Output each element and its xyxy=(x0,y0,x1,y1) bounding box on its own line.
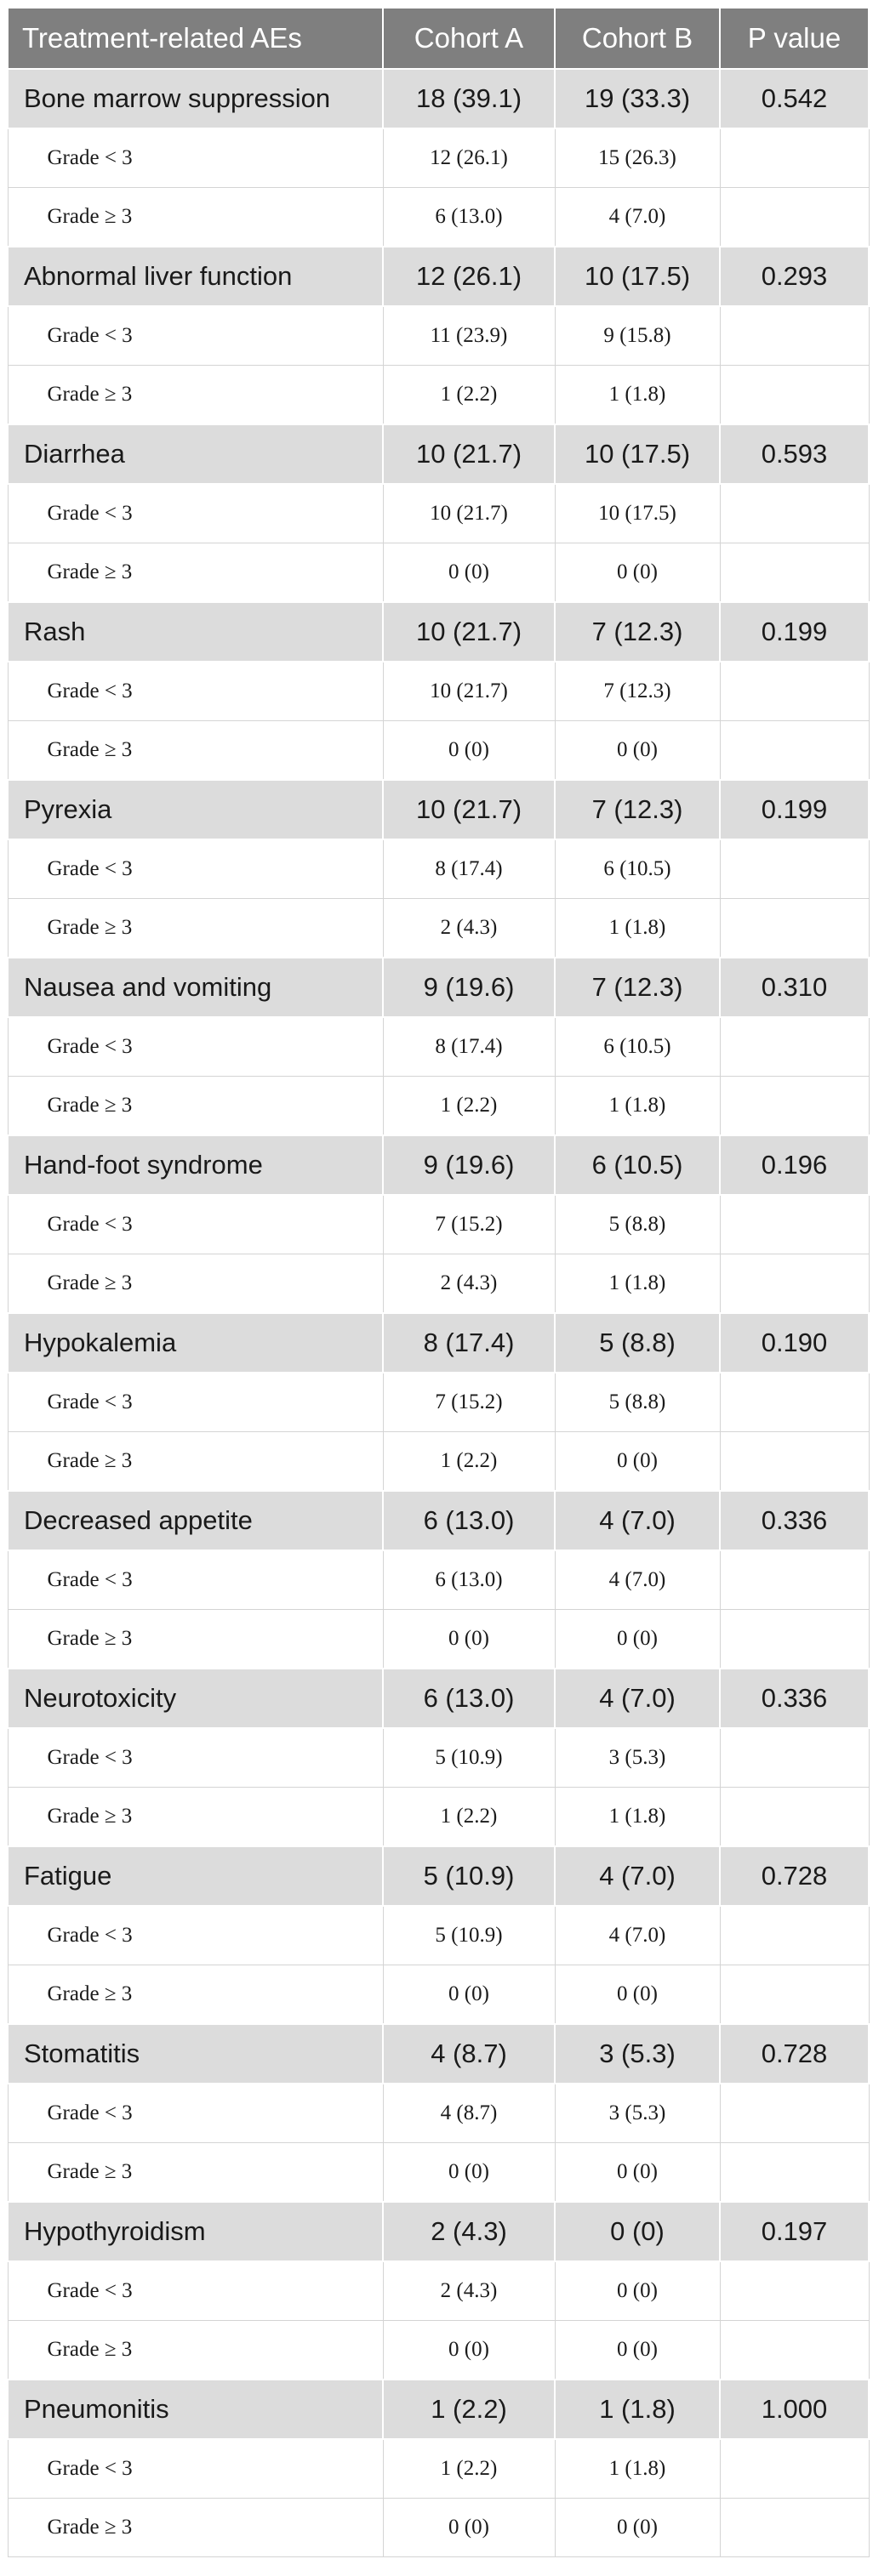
cohort-b-cell: 7 (12.3) xyxy=(555,958,720,1017)
cohort-b-cell: 9 (15.8) xyxy=(555,306,720,366)
grade-lt3-row xyxy=(8,1017,869,1077)
p-value-cell-empty xyxy=(720,484,869,543)
cohort-a-cell: 10 (21.7) xyxy=(383,662,555,721)
grade-label-cell: Grade < 3 xyxy=(8,1728,383,1788)
cohort-a-cell: 0 (0) xyxy=(383,2143,555,2203)
grade-label-cell: Grade ≥ 3 xyxy=(8,188,383,247)
cohort-a-cell: 0 (0) xyxy=(383,1610,555,1669)
adverse-events-table xyxy=(7,7,870,2557)
grade-label-cell: Grade ≥ 3 xyxy=(8,543,383,603)
cohort-b-cell: 4 (7.0) xyxy=(555,188,720,247)
grade-ge3-row xyxy=(8,899,869,958)
cohort-b-cell: 1 (1.8) xyxy=(555,366,720,425)
grade-label-cell: Grade ≥ 3 xyxy=(8,1077,383,1136)
cohort-b-cell: 3 (5.3) xyxy=(555,2084,720,2143)
p-value-cell-empty xyxy=(720,2143,869,2203)
cohort-a-cell: 1 (2.2) xyxy=(383,2439,555,2499)
cohort-a-cell: 4 (8.7) xyxy=(383,2024,555,2084)
category-row xyxy=(8,2202,869,2261)
cohort-b-cell: 0 (0) xyxy=(555,1432,720,1492)
p-value-cell: 0.310 xyxy=(720,958,869,1017)
adverse-events-table-container xyxy=(7,7,868,2557)
cohort-a-cell: 12 (26.1) xyxy=(383,128,555,188)
category-name-cell: Hypokalemia xyxy=(8,1313,383,1373)
cohort-a-cell: 0 (0) xyxy=(383,2499,555,2557)
grade-lt3-row xyxy=(8,1728,869,1788)
header-p-value: P value xyxy=(720,8,869,69)
p-value-cell: 0.336 xyxy=(720,1669,869,1728)
cohort-b-cell: 0 (0) xyxy=(555,543,720,603)
grade-ge3-row xyxy=(8,1788,869,1847)
category-row xyxy=(8,602,869,662)
cohort-a-cell: 5 (10.9) xyxy=(383,1728,555,1788)
cohort-b-cell: 15 (26.3) xyxy=(555,128,720,188)
p-value-cell-empty xyxy=(720,1077,869,1136)
category-name-cell: Decreased appetite xyxy=(8,1491,383,1550)
cohort-a-cell: 10 (21.7) xyxy=(383,424,555,484)
category-name-cell: Fatigue xyxy=(8,1846,383,1906)
cohort-b-cell: 0 (0) xyxy=(555,2202,720,2261)
p-value-cell: 0.542 xyxy=(720,69,869,128)
p-value-cell-empty xyxy=(720,128,869,188)
grade-label-cell: Grade < 3 xyxy=(8,1550,383,1610)
cohort-b-cell: 0 (0) xyxy=(555,2143,720,2203)
cohort-a-cell: 7 (15.2) xyxy=(383,1195,555,1254)
p-value-cell: 0.593 xyxy=(720,424,869,484)
grade-ge3-row xyxy=(8,2143,869,2203)
grade-lt3-row xyxy=(8,306,869,366)
p-value-cell-empty xyxy=(720,1788,869,1847)
p-value-cell: 1.000 xyxy=(720,2380,869,2439)
grade-label-cell: Grade ≥ 3 xyxy=(8,2499,383,2557)
p-value-cell: 0.190 xyxy=(720,1313,869,1373)
grade-label-cell: Grade ≥ 3 xyxy=(8,366,383,425)
grade-ge3-row xyxy=(8,188,869,247)
cohort-a-cell: 0 (0) xyxy=(383,543,555,603)
cohort-b-cell: 10 (17.5) xyxy=(555,424,720,484)
category-name-cell: Bone marrow suppression xyxy=(8,69,383,128)
cohort-a-cell: 9 (19.6) xyxy=(383,1135,555,1195)
p-value-cell-empty xyxy=(720,1432,869,1492)
p-value-cell-empty xyxy=(720,839,869,899)
grade-label-cell: Grade ≥ 3 xyxy=(8,1254,383,1314)
p-value-cell-empty xyxy=(720,543,869,603)
grade-ge3-row xyxy=(8,1432,869,1492)
p-value-cell-empty xyxy=(720,1373,869,1432)
category-name-cell: Neurotoxicity xyxy=(8,1669,383,1728)
cohort-a-cell: 8 (17.4) xyxy=(383,839,555,899)
cohort-a-cell: 11 (23.9) xyxy=(383,306,555,366)
category-row xyxy=(8,247,869,306)
category-row xyxy=(8,1135,869,1195)
category-name-cell: Diarrhea xyxy=(8,424,383,484)
grade-ge3-row xyxy=(8,2321,869,2380)
cohort-a-cell: 10 (21.7) xyxy=(383,602,555,662)
grade-label-cell: Grade ≥ 3 xyxy=(8,1610,383,1669)
grade-lt3-row xyxy=(8,1373,869,1432)
p-value-cell-empty xyxy=(720,1195,869,1254)
category-row xyxy=(8,1491,869,1550)
category-row xyxy=(8,1846,869,1906)
p-value-cell: 0.293 xyxy=(720,247,869,306)
p-value-cell: 0.728 xyxy=(720,2024,869,2084)
grade-lt3-row xyxy=(8,839,869,899)
cohort-a-cell: 1 (2.2) xyxy=(383,366,555,425)
cohort-b-cell: 6 (10.5) xyxy=(555,839,720,899)
header-row xyxy=(8,8,869,69)
cohort-b-cell: 0 (0) xyxy=(555,2321,720,2380)
category-row xyxy=(8,2380,869,2439)
cohort-b-cell: 0 (0) xyxy=(555,1965,720,2025)
p-value-cell-empty xyxy=(720,1017,869,1077)
grade-lt3-row xyxy=(8,662,869,721)
cohort-a-cell: 2 (4.3) xyxy=(383,899,555,958)
category-row xyxy=(8,1669,869,1728)
cohort-b-cell: 1 (1.8) xyxy=(555,2380,720,2439)
cohort-b-cell: 1 (1.8) xyxy=(555,1254,720,1314)
grade-ge3-row xyxy=(8,2499,869,2557)
category-row xyxy=(8,2024,869,2084)
cohort-a-cell: 10 (21.7) xyxy=(383,780,555,839)
cohort-b-cell: 3 (5.3) xyxy=(555,1728,720,1788)
grade-ge3-row xyxy=(8,1077,869,1136)
cohort-b-cell: 5 (8.8) xyxy=(555,1313,720,1373)
cohort-a-cell: 12 (26.1) xyxy=(383,247,555,306)
p-value-cell-empty xyxy=(720,2439,869,2499)
cohort-a-cell: 8 (17.4) xyxy=(383,1017,555,1077)
p-value-cell: 0.336 xyxy=(720,1491,869,1550)
grade-label-cell: Grade ≥ 3 xyxy=(8,1432,383,1492)
grade-lt3-row xyxy=(8,1550,869,1610)
category-row xyxy=(8,1313,869,1373)
cohort-b-cell: 1 (1.8) xyxy=(555,1077,720,1136)
p-value-cell-empty xyxy=(720,1965,869,2025)
p-value-cell-empty xyxy=(720,306,869,366)
category-row xyxy=(8,958,869,1017)
table-header xyxy=(8,8,869,69)
grade-lt3-row xyxy=(8,484,869,543)
table-body xyxy=(8,69,869,2557)
category-name-cell: Hand-foot syndrome xyxy=(8,1135,383,1195)
cohort-a-cell: 6 (13.0) xyxy=(383,1669,555,1728)
grade-lt3-row xyxy=(8,1195,869,1254)
grade-label-cell: Grade ≥ 3 xyxy=(8,721,383,781)
grade-label-cell: Grade < 3 xyxy=(8,839,383,899)
p-value-cell: 0.197 xyxy=(720,2202,869,2261)
cohort-a-cell: 10 (21.7) xyxy=(383,484,555,543)
cohort-a-cell: 2 (4.3) xyxy=(383,2261,555,2321)
grade-ge3-row xyxy=(8,721,869,781)
grade-label-cell: Grade ≥ 3 xyxy=(8,2143,383,2203)
p-value-cell: 0.728 xyxy=(720,1846,869,1906)
p-value-cell-empty xyxy=(720,188,869,247)
grade-label-cell: Grade < 3 xyxy=(8,128,383,188)
cohort-a-cell: 1 (2.2) xyxy=(383,1432,555,1492)
cohort-a-cell: 1 (2.2) xyxy=(383,1077,555,1136)
p-value-cell-empty xyxy=(720,2261,869,2321)
category-row xyxy=(8,69,869,128)
cohort-a-cell: 7 (15.2) xyxy=(383,1373,555,1432)
p-value-cell-empty xyxy=(720,2499,869,2557)
cohort-a-cell: 1 (2.2) xyxy=(383,1788,555,1847)
p-value-cell-empty xyxy=(720,721,869,781)
category-name-cell: Pyrexia xyxy=(8,780,383,839)
cohort-b-cell: 6 (10.5) xyxy=(555,1135,720,1195)
p-value-cell: 0.199 xyxy=(720,602,869,662)
p-value-cell: 0.196 xyxy=(720,1135,869,1195)
cohort-a-cell: 0 (0) xyxy=(383,1965,555,2025)
p-value-cell-empty xyxy=(720,2321,869,2380)
cohort-b-cell: 0 (0) xyxy=(555,721,720,781)
grade-ge3-row xyxy=(8,1610,869,1669)
p-value-cell-empty xyxy=(720,899,869,958)
cohort-a-cell: 6 (13.0) xyxy=(383,1550,555,1610)
grade-label-cell: Grade < 3 xyxy=(8,1195,383,1254)
grade-label-cell: Grade ≥ 3 xyxy=(8,2321,383,2380)
p-value-cell-empty xyxy=(720,1728,869,1788)
cohort-b-cell: 7 (12.3) xyxy=(555,662,720,721)
cohort-b-cell: 5 (8.8) xyxy=(555,1373,720,1432)
grade-lt3-row xyxy=(8,2439,869,2499)
grade-lt3-row xyxy=(8,2261,869,2321)
cohort-a-cell: 5 (10.9) xyxy=(383,1906,555,1965)
cohort-b-cell: 4 (7.0) xyxy=(555,1846,720,1906)
cohort-b-cell: 1 (1.8) xyxy=(555,899,720,958)
header-cohort-b: Cohort B xyxy=(555,8,720,69)
category-name-cell: Stomatitis xyxy=(8,2024,383,2084)
grade-label-cell: Grade ≥ 3 xyxy=(8,899,383,958)
p-value-cell-empty xyxy=(720,1254,869,1314)
grade-label-cell: Grade < 3 xyxy=(8,662,383,721)
cohort-a-cell: 2 (4.3) xyxy=(383,2202,555,2261)
grade-label-cell: Grade < 3 xyxy=(8,484,383,543)
category-row xyxy=(8,780,869,839)
grade-label-cell: Grade < 3 xyxy=(8,1373,383,1432)
cohort-a-cell: 8 (17.4) xyxy=(383,1313,555,1373)
grade-label-cell: Grade ≥ 3 xyxy=(8,1788,383,1847)
cohort-b-cell: 7 (12.3) xyxy=(555,780,720,839)
cohort-b-cell: 4 (7.0) xyxy=(555,1906,720,1965)
grade-label-cell: Grade ≥ 3 xyxy=(8,1965,383,2025)
p-value-cell-empty xyxy=(720,662,869,721)
category-row xyxy=(8,424,869,484)
category-name-cell: Nausea and vomiting xyxy=(8,958,383,1017)
grade-ge3-row xyxy=(8,543,869,603)
cohort-b-cell: 4 (7.0) xyxy=(555,1550,720,1610)
cohort-b-cell: 19 (33.3) xyxy=(555,69,720,128)
grade-label-cell: Grade < 3 xyxy=(8,1017,383,1077)
grade-ge3-row xyxy=(8,1254,869,1314)
cohort-a-cell: 5 (10.9) xyxy=(383,1846,555,1906)
cohort-a-cell: 6 (13.0) xyxy=(383,1491,555,1550)
cohort-b-cell: 1 (1.8) xyxy=(555,2439,720,2499)
cohort-a-cell: 1 (2.2) xyxy=(383,2380,555,2439)
grade-lt3-row xyxy=(8,1906,869,1965)
cohort-b-cell: 0 (0) xyxy=(555,2499,720,2557)
cohort-a-cell: 6 (13.0) xyxy=(383,188,555,247)
category-name-cell: Pneumonitis xyxy=(8,2380,383,2439)
cohort-b-cell: 7 (12.3) xyxy=(555,602,720,662)
p-value-cell-empty xyxy=(720,1906,869,1965)
p-value-cell-empty xyxy=(720,1610,869,1669)
grade-label-cell: Grade < 3 xyxy=(8,2439,383,2499)
cohort-b-cell: 10 (17.5) xyxy=(555,247,720,306)
grade-ge3-row xyxy=(8,366,869,425)
p-value-cell: 0.199 xyxy=(720,780,869,839)
category-name-cell: Rash xyxy=(8,602,383,662)
grade-lt3-row xyxy=(8,128,869,188)
p-value-cell-empty xyxy=(720,1550,869,1610)
cohort-a-cell: 18 (39.1) xyxy=(383,69,555,128)
cohort-b-cell: 3 (5.3) xyxy=(555,2024,720,2084)
cohort-b-cell: 0 (0) xyxy=(555,2261,720,2321)
cohort-b-cell: 6 (10.5) xyxy=(555,1017,720,1077)
cohort-b-cell: 10 (17.5) xyxy=(555,484,720,543)
cohort-a-cell: 4 (8.7) xyxy=(383,2084,555,2143)
cohort-b-cell: 1 (1.8) xyxy=(555,1788,720,1847)
p-value-cell-empty xyxy=(720,366,869,425)
grade-label-cell: Grade < 3 xyxy=(8,2084,383,2143)
grade-ge3-row xyxy=(8,1965,869,2025)
grade-label-cell: Grade < 3 xyxy=(8,1906,383,1965)
grade-lt3-row xyxy=(8,2084,869,2143)
category-name-cell: Hypothyroidism xyxy=(8,2202,383,2261)
cohort-a-cell: 2 (4.3) xyxy=(383,1254,555,1314)
header-cohort-a: Cohort A xyxy=(383,8,555,69)
cohort-b-cell: 4 (7.0) xyxy=(555,1669,720,1728)
cohort-a-cell: 9 (19.6) xyxy=(383,958,555,1017)
category-name-cell: Abnormal liver function xyxy=(8,247,383,306)
grade-label-cell: Grade < 3 xyxy=(8,2261,383,2321)
cohort-b-cell: 4 (7.0) xyxy=(555,1491,720,1550)
cohort-a-cell: 0 (0) xyxy=(383,2321,555,2380)
header-ae: Treatment-related AEs xyxy=(8,8,383,69)
cohort-b-cell: 5 (8.8) xyxy=(555,1195,720,1254)
grade-label-cell: Grade < 3 xyxy=(8,306,383,366)
p-value-cell-empty xyxy=(720,2084,869,2143)
cohort-a-cell: 0 (0) xyxy=(383,721,555,781)
cohort-b-cell: 0 (0) xyxy=(555,1610,720,1669)
